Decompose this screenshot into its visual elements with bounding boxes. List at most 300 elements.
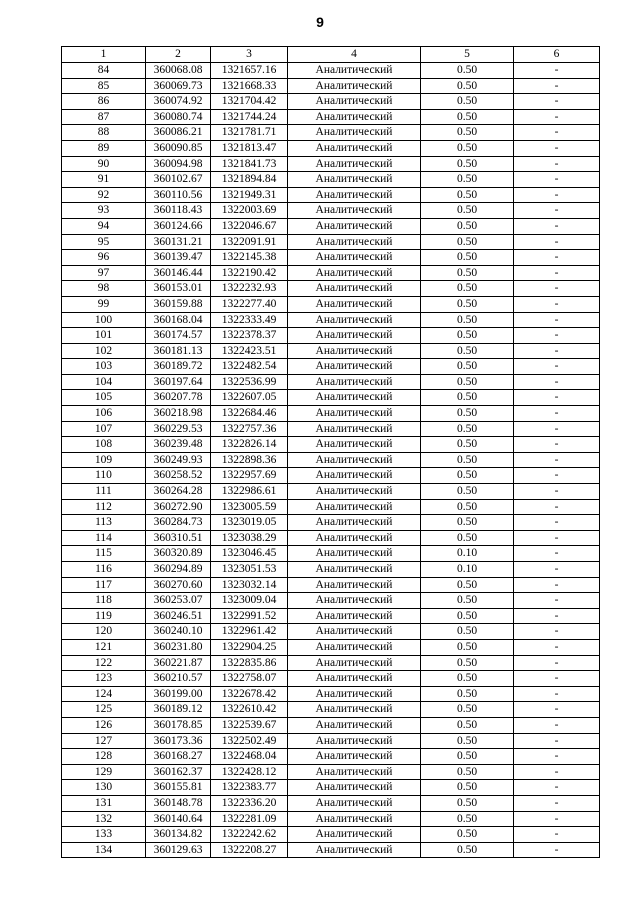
- note-cell: -: [514, 374, 600, 390]
- table-row: [62, 359, 600, 375]
- x-coordinate-cell: 360210.57: [146, 671, 211, 687]
- method-cell: Аналитический: [288, 795, 421, 811]
- accuracy-cell: 0.10: [421, 546, 514, 562]
- method-cell: Аналитический: [288, 811, 421, 827]
- table-row: [62, 733, 600, 749]
- method-cell: Аналитический: [288, 109, 421, 125]
- x-coordinate-cell: 360264.28: [146, 484, 211, 500]
- y-coordinate-cell: 1322046.67: [211, 218, 288, 234]
- note-cell: -: [514, 577, 600, 593]
- accuracy-cell: 0.50: [421, 811, 514, 827]
- x-coordinate-cell: 360294.89: [146, 562, 211, 578]
- method-cell: Аналитический: [288, 359, 421, 375]
- coordinates-table: [61, 46, 600, 858]
- note-cell: -: [514, 608, 600, 624]
- column-header: 5: [421, 47, 514, 63]
- note-cell: -: [514, 234, 600, 250]
- point-number-cell: 87: [62, 109, 146, 125]
- method-cell: Аналитический: [288, 530, 421, 546]
- method-cell: Аналитический: [288, 406, 421, 422]
- x-coordinate-cell: 360239.48: [146, 437, 211, 453]
- x-coordinate-cell: 360162.37: [146, 764, 211, 780]
- accuracy-cell: 0.50: [421, 468, 514, 484]
- table-row: [62, 296, 600, 312]
- note-cell: -: [514, 702, 600, 718]
- table-row: [62, 250, 600, 266]
- note-cell: -: [514, 671, 600, 687]
- method-cell: Аналитический: [288, 328, 421, 344]
- y-coordinate-cell: 1322991.52: [211, 608, 288, 624]
- accuracy-cell: 0.50: [421, 749, 514, 765]
- accuracy-cell: 0.50: [421, 359, 514, 375]
- accuracy-cell: 0.50: [421, 530, 514, 546]
- method-cell: Аналитический: [288, 608, 421, 624]
- accuracy-cell: 0.50: [421, 172, 514, 188]
- accuracy-cell: 0.50: [421, 717, 514, 733]
- point-number-cell: 92: [62, 187, 146, 203]
- point-number-cell: 129: [62, 764, 146, 780]
- accuracy-cell: 0.50: [421, 109, 514, 125]
- point-number-cell: 95: [62, 234, 146, 250]
- note-cell: -: [514, 312, 600, 328]
- table-row: [62, 468, 600, 484]
- table-row: [62, 94, 600, 110]
- x-coordinate-cell: 360218.98: [146, 406, 211, 422]
- method-cell: Аналитический: [288, 140, 421, 156]
- note-cell: -: [514, 733, 600, 749]
- column-header: 3: [211, 47, 288, 63]
- y-coordinate-cell: 1322898.36: [211, 452, 288, 468]
- table-row: [62, 546, 600, 562]
- point-number-cell: 134: [62, 842, 146, 858]
- x-coordinate-cell: 360134.82: [146, 827, 211, 843]
- point-number-cell: 90: [62, 156, 146, 172]
- accuracy-cell: 0.50: [421, 780, 514, 796]
- x-coordinate-cell: 360253.07: [146, 593, 211, 609]
- note-cell: -: [514, 63, 600, 79]
- table-row: [62, 437, 600, 453]
- note-cell: -: [514, 811, 600, 827]
- point-number-cell: 120: [62, 624, 146, 640]
- method-cell: Аналитический: [288, 94, 421, 110]
- table-row: [62, 484, 600, 500]
- y-coordinate-cell: 1322145.38: [211, 250, 288, 266]
- point-number-cell: 103: [62, 359, 146, 375]
- x-coordinate-cell: 360258.52: [146, 468, 211, 484]
- x-coordinate-cell: 360197.64: [146, 374, 211, 390]
- column-header: 4: [288, 47, 421, 63]
- note-cell: -: [514, 421, 600, 437]
- point-number-cell: 102: [62, 343, 146, 359]
- y-coordinate-cell: 1322091.91: [211, 234, 288, 250]
- accuracy-cell: 0.10: [421, 562, 514, 578]
- method-cell: Аналитический: [288, 172, 421, 188]
- x-coordinate-cell: 360181.13: [146, 343, 211, 359]
- header-row: [62, 47, 600, 63]
- note-cell: -: [514, 764, 600, 780]
- table-row: [62, 655, 600, 671]
- point-number-cell: 117: [62, 577, 146, 593]
- point-number-cell: 91: [62, 172, 146, 188]
- accuracy-cell: 0.50: [421, 624, 514, 640]
- note-cell: -: [514, 655, 600, 671]
- y-coordinate-cell: 1322835.86: [211, 655, 288, 671]
- table-row: [62, 686, 600, 702]
- method-cell: Аналитический: [288, 125, 421, 141]
- note-cell: -: [514, 515, 600, 531]
- note-cell: -: [514, 359, 600, 375]
- point-number-cell: 123: [62, 671, 146, 687]
- y-coordinate-cell: 1322758.07: [211, 671, 288, 687]
- method-cell: Аналитический: [288, 764, 421, 780]
- accuracy-cell: 0.50: [421, 827, 514, 843]
- y-coordinate-cell: 1322610.42: [211, 702, 288, 718]
- table-row: [62, 499, 600, 515]
- x-coordinate-cell: 360272.90: [146, 499, 211, 515]
- point-number-cell: 125: [62, 702, 146, 718]
- note-cell: -: [514, 562, 600, 578]
- note-cell: -: [514, 218, 600, 234]
- table-row: [62, 234, 600, 250]
- point-number-cell: 84: [62, 63, 146, 79]
- point-number-cell: 119: [62, 608, 146, 624]
- x-coordinate-cell: 360159.88: [146, 296, 211, 312]
- table-row: [62, 452, 600, 468]
- y-coordinate-cell: 1322428.12: [211, 764, 288, 780]
- x-coordinate-cell: 360174.57: [146, 328, 211, 344]
- y-coordinate-cell: 1322468.04: [211, 749, 288, 765]
- table-row: [62, 764, 600, 780]
- table-row: [62, 530, 600, 546]
- x-coordinate-cell: 360140.64: [146, 811, 211, 827]
- x-coordinate-cell: 360153.01: [146, 281, 211, 297]
- note-cell: -: [514, 343, 600, 359]
- x-coordinate-cell: 360139.47: [146, 250, 211, 266]
- point-number-cell: 94: [62, 218, 146, 234]
- table-row: [62, 717, 600, 733]
- accuracy-cell: 0.50: [421, 374, 514, 390]
- method-cell: Аналитический: [288, 374, 421, 390]
- method-cell: Аналитический: [288, 827, 421, 843]
- note-cell: -: [514, 468, 600, 484]
- table-row: [62, 562, 600, 578]
- point-number-cell: 128: [62, 749, 146, 765]
- y-coordinate-cell: 1322904.25: [211, 639, 288, 655]
- y-coordinate-cell: 1322232.93: [211, 281, 288, 297]
- method-cell: Аналитический: [288, 624, 421, 640]
- method-cell: Аналитический: [288, 655, 421, 671]
- accuracy-cell: 0.50: [421, 296, 514, 312]
- note-cell: -: [514, 686, 600, 702]
- method-cell: Аналитический: [288, 234, 421, 250]
- accuracy-cell: 0.50: [421, 328, 514, 344]
- y-coordinate-cell: 1323019.05: [211, 515, 288, 531]
- note-cell: -: [514, 203, 600, 219]
- method-cell: Аналитический: [288, 187, 421, 203]
- x-coordinate-cell: 360320.89: [146, 546, 211, 562]
- x-coordinate-cell: 360207.78: [146, 390, 211, 406]
- note-cell: -: [514, 140, 600, 156]
- table-row: [62, 374, 600, 390]
- accuracy-cell: 0.50: [421, 63, 514, 79]
- method-cell: Аналитический: [288, 484, 421, 500]
- x-coordinate-cell: 360090.85: [146, 140, 211, 156]
- point-number-cell: 126: [62, 717, 146, 733]
- column-header: 1: [62, 47, 146, 63]
- x-coordinate-cell: 360168.27: [146, 749, 211, 765]
- point-number-cell: 105: [62, 390, 146, 406]
- table-header: [62, 47, 600, 63]
- point-number-cell: 133: [62, 827, 146, 843]
- note-cell: -: [514, 593, 600, 609]
- method-cell: Аналитический: [288, 63, 421, 79]
- accuracy-cell: 0.50: [421, 452, 514, 468]
- accuracy-cell: 0.50: [421, 312, 514, 328]
- accuracy-cell: 0.50: [421, 140, 514, 156]
- y-coordinate-cell: 1321704.42: [211, 94, 288, 110]
- note-cell: -: [514, 639, 600, 655]
- y-coordinate-cell: 1323032.14: [211, 577, 288, 593]
- note-cell: -: [514, 281, 600, 297]
- table-row: [62, 811, 600, 827]
- method-cell: Аналитический: [288, 733, 421, 749]
- x-coordinate-cell: 360249.93: [146, 452, 211, 468]
- point-number-cell: 124: [62, 686, 146, 702]
- method-cell: Аналитический: [288, 499, 421, 515]
- point-number-cell: 132: [62, 811, 146, 827]
- table-row: [62, 639, 600, 655]
- note-cell: -: [514, 94, 600, 110]
- accuracy-cell: 0.50: [421, 125, 514, 141]
- method-cell: Аналитический: [288, 250, 421, 266]
- y-coordinate-cell: 1322957.69: [211, 468, 288, 484]
- accuracy-cell: 0.50: [421, 218, 514, 234]
- table-row: [62, 140, 600, 156]
- table-row: [62, 749, 600, 765]
- method-cell: Аналитический: [288, 265, 421, 281]
- y-coordinate-cell: 1321744.24: [211, 109, 288, 125]
- y-coordinate-cell: 1322336.20: [211, 795, 288, 811]
- y-coordinate-cell: 1322208.27: [211, 842, 288, 858]
- method-cell: Аналитический: [288, 717, 421, 733]
- table-row: [62, 218, 600, 234]
- y-coordinate-cell: 1321781.71: [211, 125, 288, 141]
- y-coordinate-cell: 1322678.42: [211, 686, 288, 702]
- x-coordinate-cell: 360148.78: [146, 795, 211, 811]
- note-cell: -: [514, 390, 600, 406]
- table-row: [62, 624, 600, 640]
- accuracy-cell: 0.50: [421, 437, 514, 453]
- x-coordinate-cell: 360199.00: [146, 686, 211, 702]
- table-row: [62, 780, 600, 796]
- accuracy-cell: 0.50: [421, 187, 514, 203]
- x-coordinate-cell: 360155.81: [146, 780, 211, 796]
- note-cell: -: [514, 109, 600, 125]
- accuracy-cell: 0.50: [421, 484, 514, 500]
- y-coordinate-cell: 1322281.09: [211, 811, 288, 827]
- x-coordinate-cell: 360221.87: [146, 655, 211, 671]
- x-coordinate-cell: 360069.73: [146, 78, 211, 94]
- column-header: 6: [514, 47, 600, 63]
- note-cell: -: [514, 296, 600, 312]
- method-cell: Аналитический: [288, 437, 421, 453]
- y-coordinate-cell: 1323009.04: [211, 593, 288, 609]
- x-coordinate-cell: 360086.21: [146, 125, 211, 141]
- method-cell: Аналитический: [288, 593, 421, 609]
- method-cell: Аналитический: [288, 468, 421, 484]
- note-cell: -: [514, 546, 600, 562]
- table-row: [62, 187, 600, 203]
- table-row: [62, 78, 600, 94]
- table-row: [62, 795, 600, 811]
- x-coordinate-cell: 360068.08: [146, 63, 211, 79]
- table-row: [62, 203, 600, 219]
- y-coordinate-cell: 1322383.77: [211, 780, 288, 796]
- table-row: [62, 343, 600, 359]
- accuracy-cell: 0.50: [421, 281, 514, 297]
- table-row: [62, 608, 600, 624]
- x-coordinate-cell: 360270.60: [146, 577, 211, 593]
- point-number-cell: 86: [62, 94, 146, 110]
- note-cell: -: [514, 795, 600, 811]
- table-row: [62, 406, 600, 422]
- table-row: [62, 281, 600, 297]
- x-coordinate-cell: 360231.80: [146, 639, 211, 655]
- y-coordinate-cell: 1322378.37: [211, 328, 288, 344]
- table-row: [62, 125, 600, 141]
- accuracy-cell: 0.50: [421, 515, 514, 531]
- y-coordinate-cell: 1322242.62: [211, 827, 288, 843]
- note-cell: -: [514, 172, 600, 188]
- method-cell: Аналитический: [288, 515, 421, 531]
- accuracy-cell: 0.50: [421, 577, 514, 593]
- point-number-cell: 131: [62, 795, 146, 811]
- point-number-cell: 115: [62, 546, 146, 562]
- method-cell: Аналитический: [288, 281, 421, 297]
- method-cell: Аналитический: [288, 218, 421, 234]
- note-cell: -: [514, 624, 600, 640]
- x-coordinate-cell: 360178.85: [146, 717, 211, 733]
- y-coordinate-cell: 1322607.05: [211, 390, 288, 406]
- table-row: [62, 156, 600, 172]
- accuracy-cell: 0.50: [421, 842, 514, 858]
- y-coordinate-cell: 1322003.69: [211, 203, 288, 219]
- table-row: [62, 172, 600, 188]
- y-coordinate-cell: 1321657.16: [211, 63, 288, 79]
- accuracy-cell: 0.50: [421, 390, 514, 406]
- y-coordinate-cell: 1322423.51: [211, 343, 288, 359]
- method-cell: Аналитический: [288, 296, 421, 312]
- table-row: [62, 577, 600, 593]
- x-coordinate-cell: 360173.36: [146, 733, 211, 749]
- table-row: [62, 842, 600, 858]
- accuracy-cell: 0.50: [421, 343, 514, 359]
- accuracy-cell: 0.50: [421, 406, 514, 422]
- point-number-cell: 118: [62, 593, 146, 609]
- table-row: [62, 328, 600, 344]
- point-number-cell: 85: [62, 78, 146, 94]
- accuracy-cell: 0.50: [421, 795, 514, 811]
- accuracy-cell: 0.50: [421, 764, 514, 780]
- point-number-cell: 116: [62, 562, 146, 578]
- y-coordinate-cell: 1323038.29: [211, 530, 288, 546]
- method-cell: Аналитический: [288, 312, 421, 328]
- note-cell: -: [514, 452, 600, 468]
- accuracy-cell: 0.50: [421, 702, 514, 718]
- x-coordinate-cell: 360102.67: [146, 172, 211, 188]
- accuracy-cell: 0.50: [421, 671, 514, 687]
- x-coordinate-cell: 360189.12: [146, 702, 211, 718]
- y-coordinate-cell: 1322277.40: [211, 296, 288, 312]
- table-row: [62, 265, 600, 281]
- accuracy-cell: 0.50: [421, 78, 514, 94]
- accuracy-cell: 0.50: [421, 639, 514, 655]
- y-coordinate-cell: 1322684.46: [211, 406, 288, 422]
- note-cell: -: [514, 250, 600, 266]
- table-body: [62, 63, 600, 858]
- y-coordinate-cell: 1322961.42: [211, 624, 288, 640]
- point-number-cell: 107: [62, 421, 146, 437]
- accuracy-cell: 0.50: [421, 655, 514, 671]
- y-coordinate-cell: 1322826.14: [211, 437, 288, 453]
- y-coordinate-cell: 1322986.61: [211, 484, 288, 500]
- accuracy-cell: 0.50: [421, 733, 514, 749]
- x-coordinate-cell: 360094.98: [146, 156, 211, 172]
- method-cell: Аналитический: [288, 780, 421, 796]
- accuracy-cell: 0.50: [421, 203, 514, 219]
- note-cell: -: [514, 125, 600, 141]
- method-cell: Аналитический: [288, 639, 421, 655]
- note-cell: -: [514, 437, 600, 453]
- method-cell: Аналитический: [288, 421, 421, 437]
- accuracy-cell: 0.50: [421, 250, 514, 266]
- note-cell: -: [514, 749, 600, 765]
- note-cell: -: [514, 499, 600, 515]
- note-cell: -: [514, 827, 600, 843]
- note-cell: -: [514, 78, 600, 94]
- table-row: [62, 109, 600, 125]
- x-coordinate-cell: 360110.56: [146, 187, 211, 203]
- x-coordinate-cell: 360310.51: [146, 530, 211, 546]
- x-coordinate-cell: 360229.53: [146, 421, 211, 437]
- point-number-cell: 98: [62, 281, 146, 297]
- point-number-cell: 114: [62, 530, 146, 546]
- note-cell: -: [514, 530, 600, 546]
- x-coordinate-cell: 360131.21: [146, 234, 211, 250]
- y-coordinate-cell: 1321894.84: [211, 172, 288, 188]
- note-cell: -: [514, 187, 600, 203]
- point-number-cell: 93: [62, 203, 146, 219]
- y-coordinate-cell: 1322190.42: [211, 265, 288, 281]
- method-cell: Аналитический: [288, 702, 421, 718]
- point-number-cell: 89: [62, 140, 146, 156]
- point-number-cell: 100: [62, 312, 146, 328]
- y-coordinate-cell: 1322539.67: [211, 717, 288, 733]
- table-row: [62, 312, 600, 328]
- x-coordinate-cell: 360284.73: [146, 515, 211, 531]
- page-number: 9: [316, 14, 324, 30]
- note-cell: -: [514, 780, 600, 796]
- column-header: 2: [146, 47, 211, 63]
- x-coordinate-cell: 360129.63: [146, 842, 211, 858]
- method-cell: Аналитический: [288, 78, 421, 94]
- y-coordinate-cell: 1321668.33: [211, 78, 288, 94]
- x-coordinate-cell: 360080.74: [146, 109, 211, 125]
- method-cell: Аналитический: [288, 156, 421, 172]
- point-number-cell: 109: [62, 452, 146, 468]
- x-coordinate-cell: 360118.43: [146, 203, 211, 219]
- method-cell: Аналитический: [288, 452, 421, 468]
